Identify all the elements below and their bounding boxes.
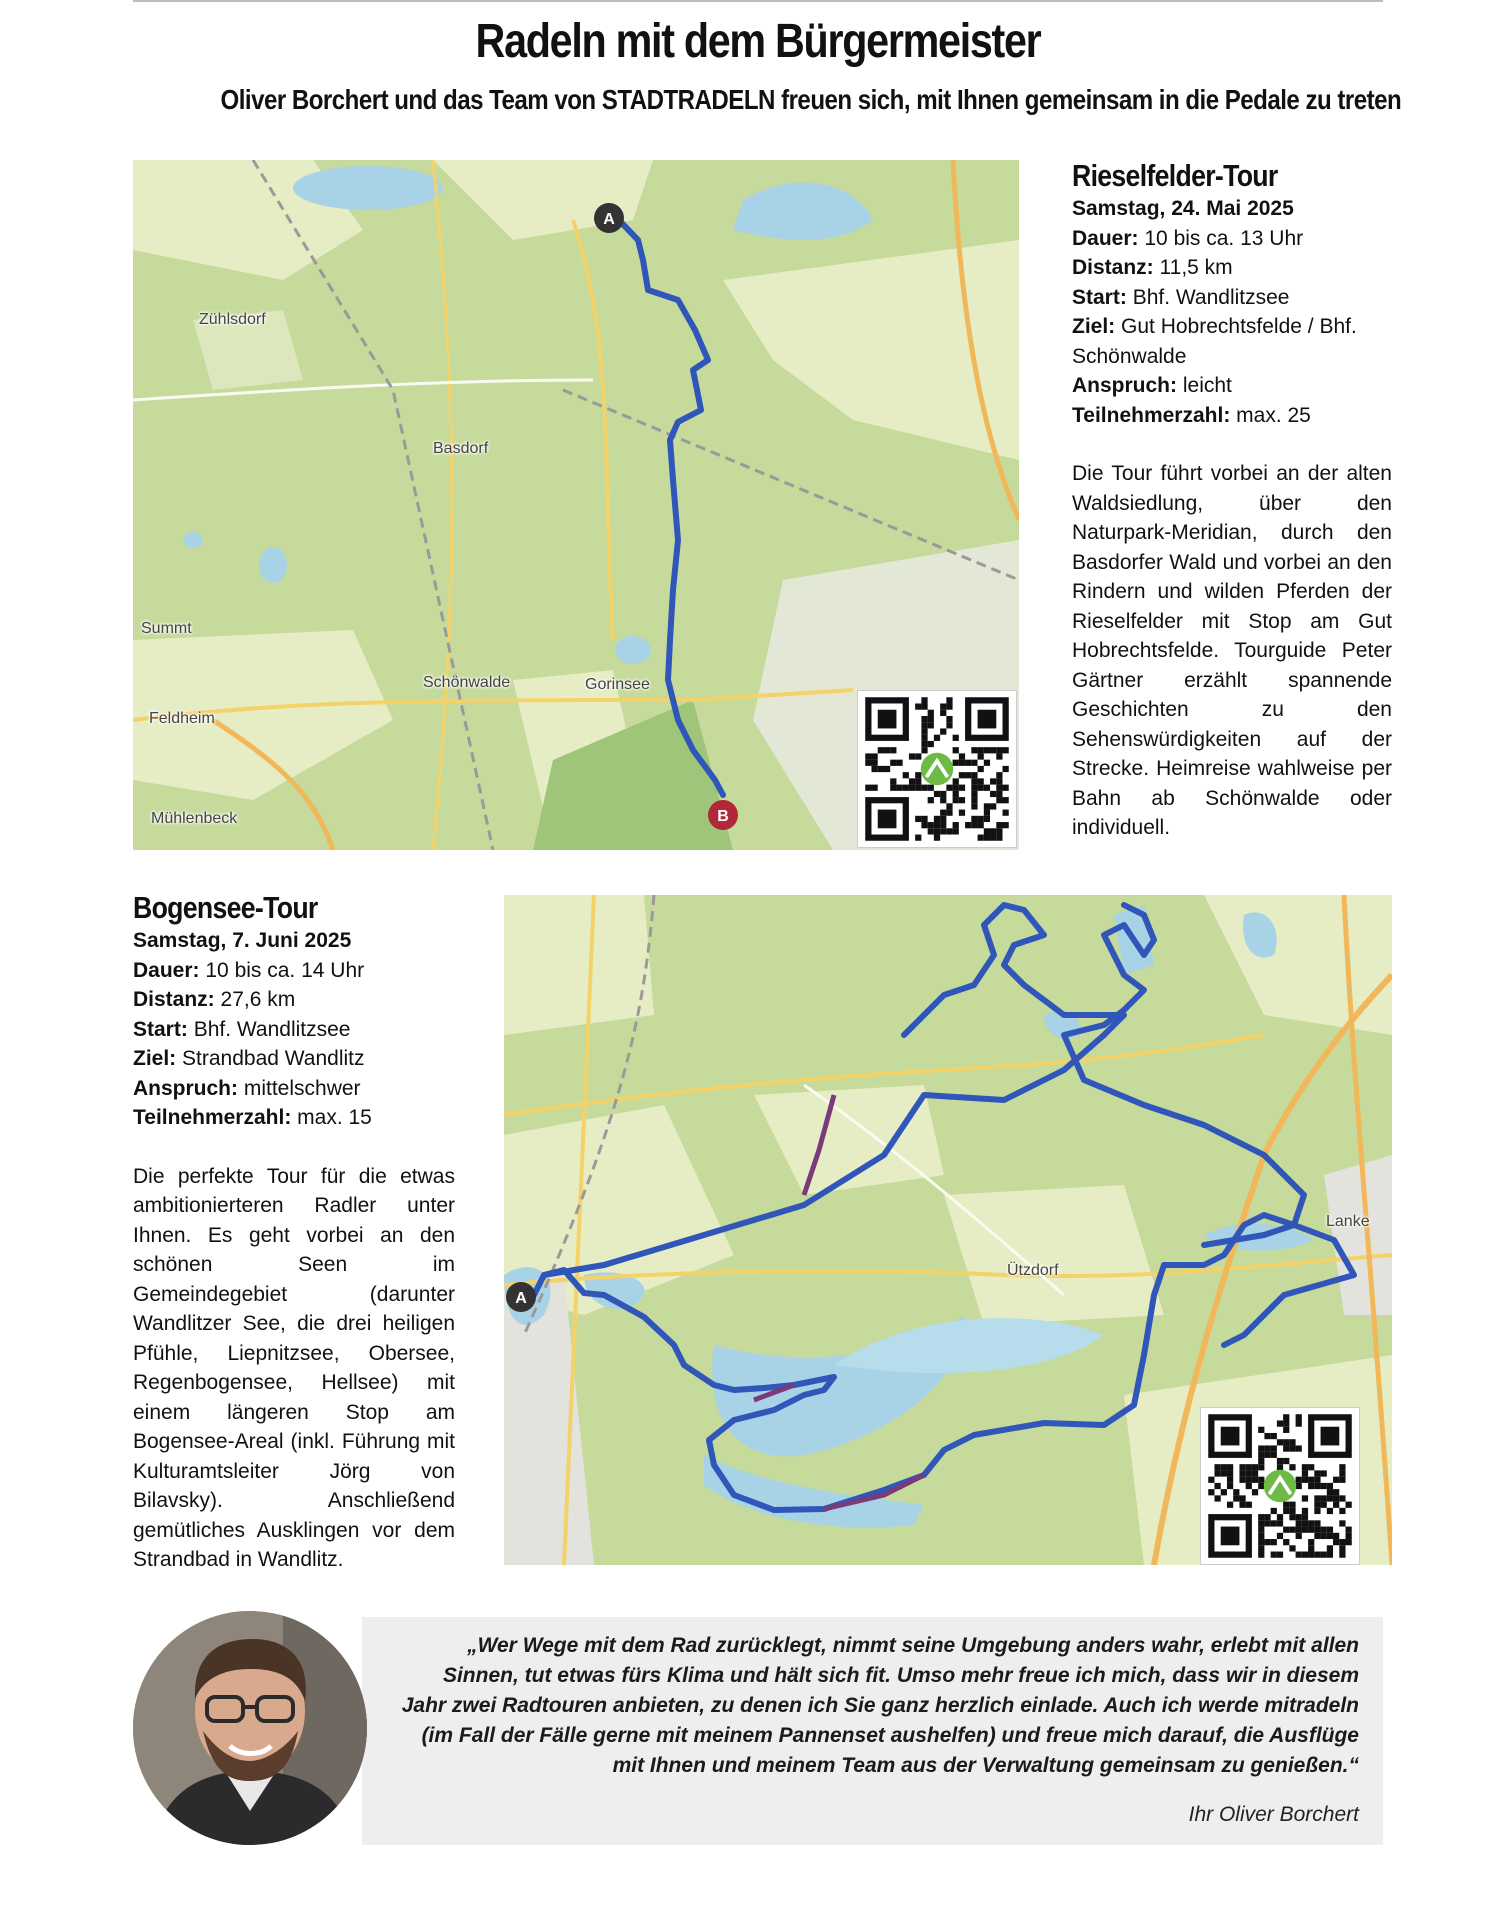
tour-title: Rieselfelder-Tour (1072, 158, 1278, 193)
tour-field-start: Start: Bhf. Wandlitzsee (1072, 285, 1290, 309)
start-marker-a (594, 203, 624, 233)
page-subtitle: Oliver Borchert und das Team von STADTRADELN freuen sich, mit Ihnen gemeinsam in die Pedale zu treten (220, 84, 1402, 115)
map-rieselfelder (133, 160, 1019, 850)
tour-description: Die perfekte Tour für die etwas ambitionierteren Radler unter Ihnen. Es geht vorbei an den schönen Seen im Gemeindegebiet (darunter Wandlitzer See, die drei heiligen Pfühle, Liepnitzsee, Obersee, Regenbogensee, Hellsee) mit einem längeren Stop am Bogensee-Areal (inkl. Führung mit Kulturamtsleiter Jörg von Bilavsky). Anschließend gemütliches Ausklingen vor dem Strandbad in Wandlitz. (133, 1164, 455, 1571)
map-label-schoenwalde: Schönwalde (423, 674, 511, 691)
tour-field-goal: Ziel: Gut Hobrechtsfelde / Bhf. Schönwalde (1072, 315, 1357, 368)
map-label-basdorf: Basdorf (433, 440, 489, 457)
tour-date: Samstag, 7. Juni 2025 (133, 929, 352, 952)
qr-code-icon (858, 691, 1016, 847)
tour-field-distance: Distanz: 11,5 km (1072, 256, 1233, 279)
end-marker-b (708, 800, 738, 830)
map-label-summt: Summt (141, 620, 192, 637)
tour-info-bogensee (133, 890, 455, 1575)
quote-signature: Ihr Oliver Borchert (1188, 1803, 1359, 1826)
page-title: Radeln mit dem Bürgermeister (475, 15, 1041, 68)
portrait-photo (133, 1611, 367, 1845)
tour-info-rieselfelder (1072, 158, 1392, 843)
map-label-gorinsee: Gorinsee (585, 676, 650, 693)
tour-description: Die Tour führt vorbei an der alten Waldsiedlung, über den Naturpark-Meridian, durch den Basdorfer Wald und vorbei an den Rindern und wilden Pferden der Rieselfelder mit Stop am Gut Hobrechtsfelde. Tourguide Peter Gärtner erzählt spannende Geschichten zu den Sehenswürdigkeiten auf der Strecke. Heimreise wahlweise per Bahn ab Schönwalde oder individuell. (1072, 462, 1392, 839)
map-bogensee (504, 895, 1392, 1565)
map-label-muehlenbeck: Mühlenbeck (151, 810, 238, 827)
qr-code-rieselfelder[interactable] (857, 690, 1017, 848)
top-rule (133, 0, 1383, 2)
qr-code-bogensee[interactable] (1200, 1407, 1360, 1565)
tour-date: Samstag, 24. Mai 2025 (1072, 197, 1294, 220)
tour-field-difficulty: Anspruch: mittelschwer (133, 1076, 361, 1100)
tour-field-difficulty: Anspruch: leicht (1072, 374, 1232, 397)
quote-box (362, 1617, 1383, 1845)
tour-title: Bogensee-Tour (133, 890, 318, 925)
qr-code-icon (1201, 1408, 1359, 1564)
svg-text:A: A (603, 211, 615, 228)
map-label-feldheim: Feldheim (149, 710, 215, 727)
tour-field-start: Start: Bhf. Wandlitzsee (133, 1017, 351, 1041)
tour-field-participants: Teilnehmerzahl: max. 25 (1072, 403, 1311, 427)
map-label-uetzdorf: Ützdorf (1007, 1262, 1059, 1279)
tour-field-distance: Distanz: 27,6 km (133, 988, 296, 1011)
map-label-zuehlsdorf: Zühlsdorf (199, 311, 266, 328)
quote-text: „Wer Wege mit dem Rad zurücklegt, nimmt seine Umgebung anders wahr, erlebt mit allen Sinnen, tut etwas fürs Klima und hält sich fit. Umso mehr freue ich mich, dass wir in diesem Jahr zwei Radtouren anbieten, zu denen ich Sie ganz herzlich einlade. Auch ich werde mitradeln (im Fall der Fälle gerne mit meinem Pannenset aushelfen) und freue mich darauf, die Ausflüge mit Ihnen und meinem Team aus der Verwaltung gemeinsam zu genießen.“ (401, 1634, 1359, 1777)
tour-field-duration: Dauer: 10 bis ca. 13 Uhr (1072, 226, 1304, 250)
map-label-lanke: Lanke (1326, 1213, 1370, 1230)
start-marker-a (506, 1282, 536, 1312)
svg-text:B: B (717, 808, 729, 825)
tour-field-participants: Teilnehmerzahl: max. 15 (133, 1106, 372, 1129)
tour-field-duration: Dauer: 10 bis ca. 14 Uhr (133, 958, 365, 982)
tour-field-goal: Ziel: Strandbad Wandlitz (133, 1047, 365, 1070)
svg-text:A: A (515, 1290, 527, 1307)
portrait-image (133, 1611, 367, 1845)
